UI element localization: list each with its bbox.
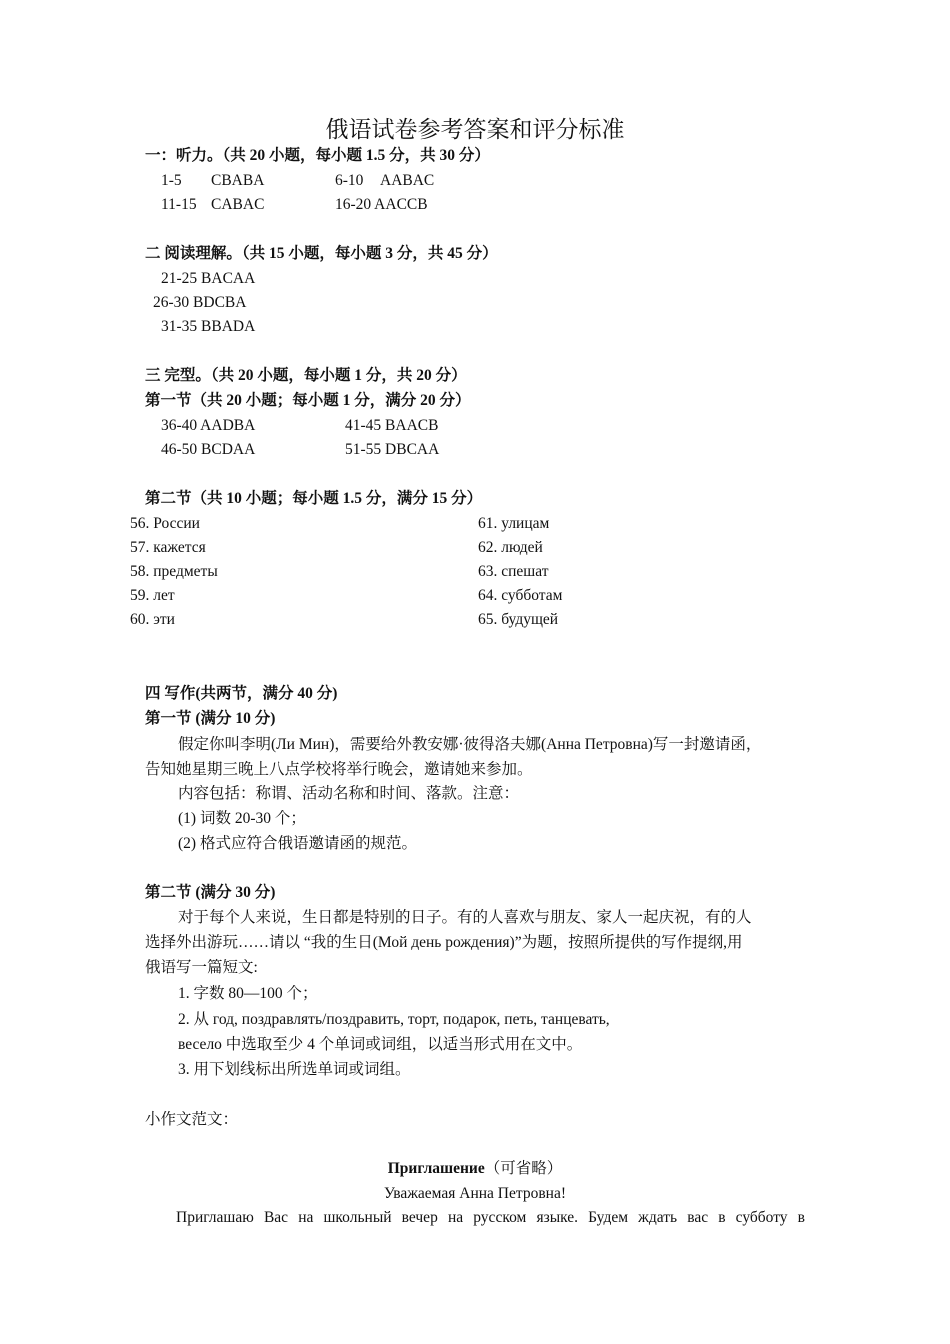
answer-word: 61. улицам — [478, 515, 550, 532]
page-title: 俄语试卷参考答案和评分标准 — [325, 117, 625, 142]
answer-label: 1-5 — [161, 172, 182, 189]
paragraph-line: 内容包括：称谓、活动名称和时间、落款。注意： — [178, 785, 520, 802]
answer-key: 46-50 BCDAA — [161, 441, 256, 458]
requirement-item: (1) 词数 20-30 个； — [178, 810, 306, 827]
requirement-item: весело 中选取至少 4 个单词或词组，以适当形式用在文中。 — [178, 1036, 583, 1053]
answer-label: 6-10 — [335, 172, 364, 189]
section-cloze-heading: 三 完型。（共 20 小题，每小题 1 分，共 20 分） — [145, 367, 467, 384]
section-reading-heading: 二 阅读理解。（共 15 小题，每小题 3 分，共 45 分） — [145, 245, 498, 262]
sample-greeting: Уважаемая Анна Петровна! — [383, 1185, 566, 1202]
cloze-part1-heading: 第一节（共 20 小题；每小题 1 分，满分 20 分） — [145, 392, 471, 409]
answer-word: 59. лет — [130, 587, 175, 604]
requirement-item: 2. 从 год, поздравлять/поздравить, торт, подарок, петь, танцевать, — [178, 1011, 610, 1028]
answer-key: AABAC — [380, 172, 435, 189]
answer-key: 21-25 BACAA — [161, 270, 256, 287]
section-listening-heading: 一：听力。（共 20 小题，每小题 1.5 分，共 30 分） — [145, 147, 490, 164]
requirement-item: (2) 格式应符合俄语邀请函的规范。 — [178, 835, 417, 852]
paragraph-line: 对于每个人来说，生日都是特别的日子。有的人喜欢与朋友、家人一起庆祝，有的人 — [178, 909, 752, 926]
answer-word: 58. предметы — [130, 563, 218, 580]
answer-word: 64. субботам — [478, 587, 563, 604]
sample-body-line: Приглашаю Вас на школьный вечер на русском языке. Будем ждать вас в субботу в — [176, 1209, 805, 1226]
writing-part2-heading: 第二节 (满分 30 分) — [145, 884, 276, 901]
paragraph-line: 俄语写一篇短文: — [145, 959, 258, 976]
answer-word: 65. будущей — [478, 611, 559, 628]
sample-heading — [0, 1159, 950, 1179]
writing-part1-heading: 第一节 (满分 10 分) — [145, 710, 276, 727]
answer-key: 51-55 DBCAA — [345, 441, 440, 458]
section-writing-heading: 四 写作(共两节，满分 40 分) — [145, 685, 338, 702]
paragraph-line: 选择外出游玩……请以 “我的生日(Мой день рождения)”为题，按照所提供的写作提纲,用 — [145, 934, 743, 951]
answer-word: 62. людей — [478, 539, 543, 556]
answer-key: CABAC — [211, 196, 265, 213]
requirement-item: 1. 字数 80—100 个； — [178, 985, 318, 1002]
answer-label: 11-15 — [161, 196, 197, 213]
answer-word: 60. эти — [130, 611, 175, 628]
answer-key: 41-45 BAACB — [345, 417, 439, 434]
paragraph-line: 告知她星期三晚上八点学校将举行晚会，邀请她来参加。 — [145, 761, 533, 778]
requirement-item: 3. 用下划线标出所选单词或词组。 — [178, 1061, 411, 1078]
answer-key: 36-40 AADBA — [161, 417, 256, 434]
cloze-part2-heading: 第二节（共 10 小题；每小题 1.5 分，满分 15 分） — [145, 490, 483, 507]
answer-key: 26-30 BDCBA — [153, 294, 247, 311]
answer-word: 57. кажется — [130, 539, 206, 556]
sample-heading-note: （可省略） — [484, 1160, 563, 1177]
answer-word: 63. спешат — [478, 563, 549, 580]
answer-key: CBABA — [211, 172, 265, 189]
answer-word: 56. России — [130, 515, 200, 532]
answer-key: 31-35 BBADA — [161, 318, 256, 335]
sample-heading-title: Приглашение — [387, 1160, 485, 1177]
paragraph-line: 假定你叫李明(Ли Мин)，需要给外教安娜·彼得洛夫娜(Анна Петровна)写一封邀请函， — [178, 736, 762, 753]
answer-key: 16-20 AACCB — [335, 196, 428, 213]
sample-label: 小作文范文： — [145, 1111, 239, 1128]
